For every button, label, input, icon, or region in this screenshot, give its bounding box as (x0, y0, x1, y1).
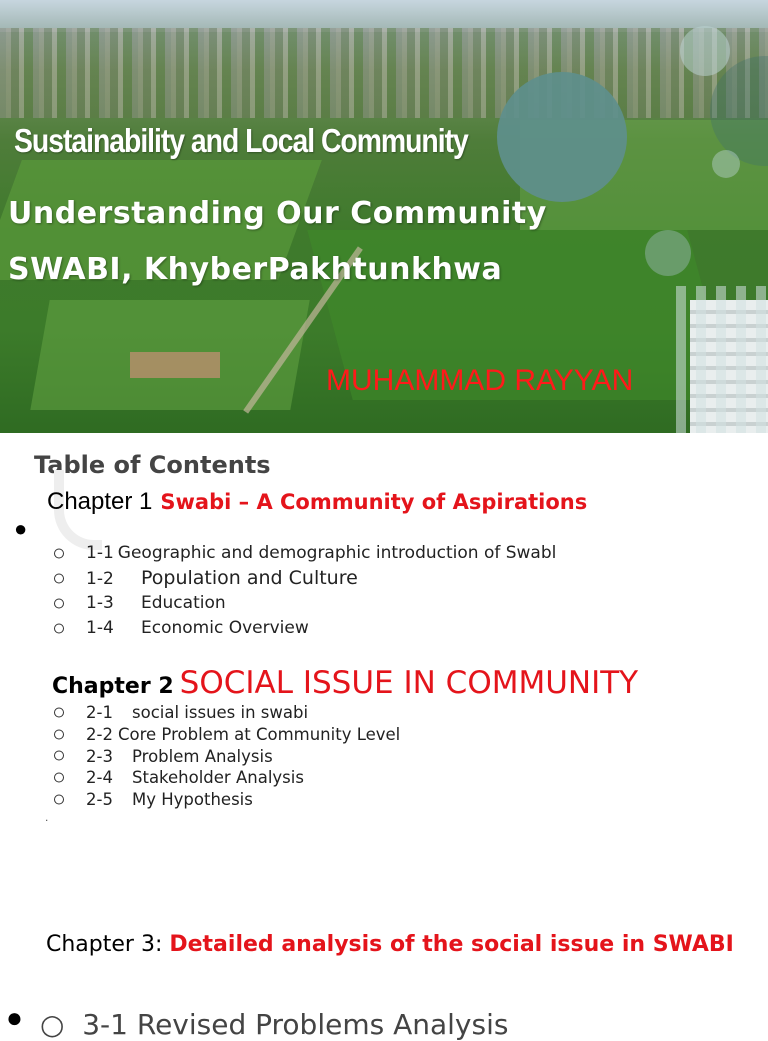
decorative-circle (680, 26, 730, 76)
item-text: Stakeholder Analysis (132, 768, 304, 788)
circle-bullet-icon (54, 573, 64, 583)
item-number: 2-3 (86, 746, 113, 766)
item-number: 1-4 (86, 618, 114, 638)
chapter2-title: SOCIAL ISSUE IN COMMUNITY (179, 665, 639, 701)
author-name: MUHAMMAD RAYYAN (326, 364, 634, 397)
item-number: 2-2 (86, 724, 113, 744)
circle-bullet-icon (54, 548, 64, 558)
circle-bullet-icon (54, 795, 64, 805)
circle-bullet-icon (54, 751, 64, 761)
decorative-circle (712, 150, 740, 178)
list-item (54, 767, 400, 789)
item-text: social issues in swabi (132, 703, 309, 722)
list-item (54, 789, 400, 811)
item-text: My Hypothesis (132, 790, 253, 810)
chapter2-label: Chapter 2 (52, 674, 174, 699)
chapter3-title: Detailed analysis of the social issue in SWABI (169, 932, 734, 957)
item-number: 2-1 (86, 703, 113, 722)
chapter1-heading (47, 488, 587, 516)
town-rooftops (0, 28, 768, 118)
stray-dot: . (45, 810, 49, 824)
chapter3-first-item: ○ 3-1 Revised Problems Analysis (40, 1008, 509, 1041)
item-number: 1-2 (86, 569, 114, 589)
chapter1-list (54, 541, 556, 641)
list-item (54, 746, 400, 768)
item-number: 1-3 (86, 593, 114, 613)
circle-bullet-icon (54, 598, 64, 608)
item-text: 3-1 Revised Problems Analysis (82, 1008, 509, 1041)
chapter3-heading (46, 926, 736, 964)
list-item (54, 591, 556, 616)
circle-bullet-icon (54, 773, 64, 783)
item-number: 2-4 (86, 768, 113, 788)
item-text: Geographic and demographic introduction of Swabl (117, 543, 557, 563)
list-item (54, 702, 400, 724)
bullet-icon: ● (6, 1002, 23, 1033)
hero-subtitle-line2: SWABI, KhyberPakhtunkhwa (8, 252, 503, 287)
item-number: 1-1 (86, 543, 114, 563)
decorative-bars (676, 286, 768, 433)
item-number: 2-5 (86, 790, 113, 810)
toc-title: Table of Contents (34, 451, 271, 479)
item-text: Core Problem at Community Level (118, 724, 401, 744)
item-text: Economic Overview (141, 618, 309, 638)
chapter2-list (54, 702, 400, 811)
decorative-circle (645, 230, 691, 276)
item-text: Problem Analysis (132, 746, 273, 766)
circle-bullet-icon (54, 623, 64, 633)
soil-patch (130, 352, 220, 378)
list-item (54, 616, 556, 641)
list-item (54, 541, 556, 566)
chapter2-heading (52, 665, 638, 701)
decorative-teal-circle (497, 72, 627, 202)
hero-subtitle-line1: Understanding Our Community (8, 196, 547, 231)
chapter1-label: Chapter 1 (47, 488, 153, 515)
circle-bullet-icon (54, 707, 64, 717)
chapter3-label: Chapter 3: (46, 932, 163, 957)
item-text: Education (141, 593, 226, 613)
item-text: Population and Culture (141, 567, 358, 589)
chapter1-title: Swabi – A Community of Aspirations (160, 490, 588, 514)
list-item (54, 724, 400, 746)
list-item (54, 566, 556, 591)
bullet-icon: ● (14, 516, 28, 541)
circle-bullet-icon (54, 729, 64, 739)
hero-banner (0, 0, 768, 433)
hero-title: Sustainability and Local Community (14, 122, 468, 159)
